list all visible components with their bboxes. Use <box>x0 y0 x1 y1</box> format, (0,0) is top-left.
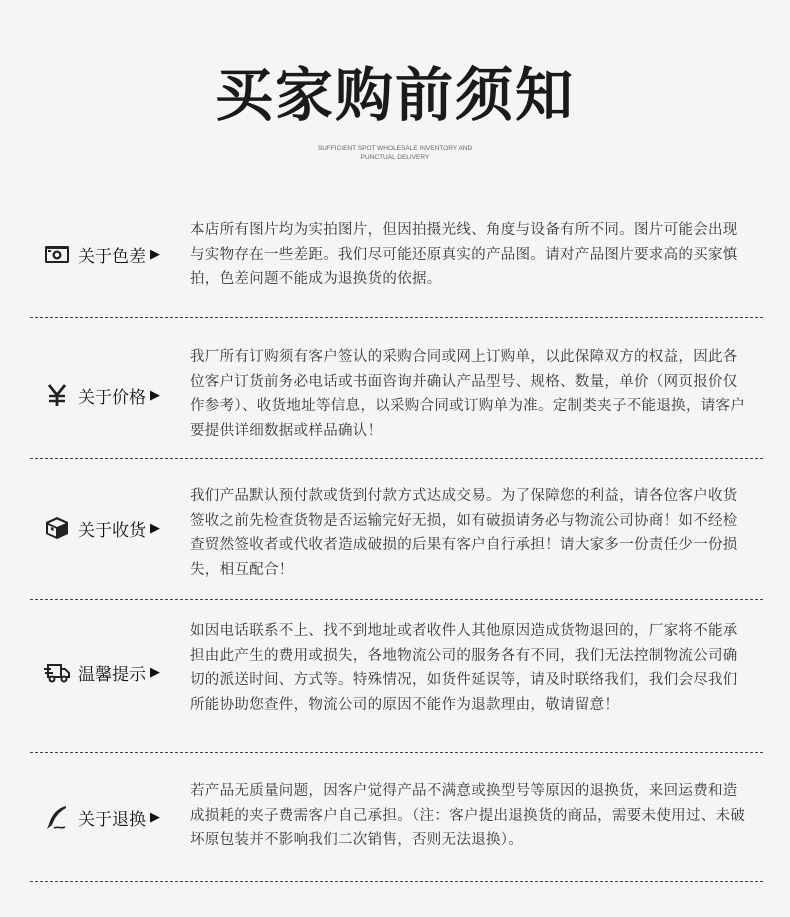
subtitle-line-2: PUNCTUAL DELIVERY <box>360 154 430 161</box>
page-subtitle <box>0 144 790 162</box>
arrow-icon: ▶ <box>150 246 160 262</box>
arrow-icon: ▶ <box>150 809 160 825</box>
subtitle-line-1: SUFFICIENT SPOT WHOLESALE INVENTORY AND <box>317 145 473 152</box>
section-label-notice <box>44 659 160 685</box>
section-label-text: 关于退换 <box>78 809 146 830</box>
arrow-icon: ▶ <box>150 387 160 403</box>
section-label-text: 关于色差 <box>78 246 146 267</box>
yen-icon <box>44 382 70 408</box>
section-label-receiving <box>44 515 160 541</box>
divider <box>30 317 763 318</box>
arrow-icon: ▶ <box>150 664 160 680</box>
truck-icon <box>44 659 70 685</box>
divider <box>30 752 763 753</box>
section-text-price: 我厂所有订购须有客户签认的采购合同或网上订购单，以此保障双方的权益，因此各位客户订货前务必电话或书面咨询并确认产品型号、规格、数量，单价（网页报价仅作参考）、收货地址等信息，以采购合同或订购单为准。定制类夹子不能退换，请客户要提供详细数据或样品确认！ <box>190 349 746 439</box>
section-label-text: 关于收货 <box>78 520 146 541</box>
pen-icon <box>44 804 70 830</box>
section-label-text: 关于价格 <box>78 387 146 408</box>
section-label-text: 温馨提示 <box>78 664 146 685</box>
arrow-icon: ▶ <box>150 520 160 536</box>
section-text-color: 本店所有图片均为实拍图片，但因拍摄光线、角度与设备有所不同。图片可能会出现与实物存在一些差距。我们尽可能还原真实的产品图。请对产品图片要求高的买家慎拍，色差问题不能成为退换货的依据。 <box>190 222 738 287</box>
section-text-returns: 若产品无质量问题，因客户觉得产品不满意或换型号等原因的退换货，来回运费和造成损耗的夹子费需客户自己承担。（注：客户提出退换货的商品，需要未使用过、未破坏原包装并不影响我们二次销售，否则无法退换）。 <box>190 783 746 848</box>
page-title: 买家购前须知 <box>214 61 575 129</box>
section-label-price <box>44 382 160 408</box>
section-text-receiving: 我们产品默认预付款或货到付款方式达成交易。为了保障您的利益，请各位客户收货签收之前先检查货物是否运输完好无损，如有破损请务必与物流公司协商！如不经检查贸然签收者或代收者造成破损的后果有客户自行承担！请大家多一份责任少一份损失，相互配合！ <box>190 488 738 578</box>
section-label-returns <box>44 804 160 830</box>
section-label-color <box>44 241 160 267</box>
section-text-notice: 如因电话联系不上、找不到地址或者收件人其他原因造成货物退回的，厂家将不能承担由此产生的费用或损失，各地物流公司的服务各有不同，我们无法控制物流公司确切的派送时间、方式等。特殊情况，如货件延误等，请及时联络我们，我们会尽我们所能协助您查件，物流公司的原因不能作为退款理由，敬请留意！ <box>190 623 738 713</box>
package-icon <box>44 515 70 541</box>
camera-icon <box>44 241 70 267</box>
divider <box>30 599 763 600</box>
divider <box>30 881 763 882</box>
divider <box>30 458 763 459</box>
